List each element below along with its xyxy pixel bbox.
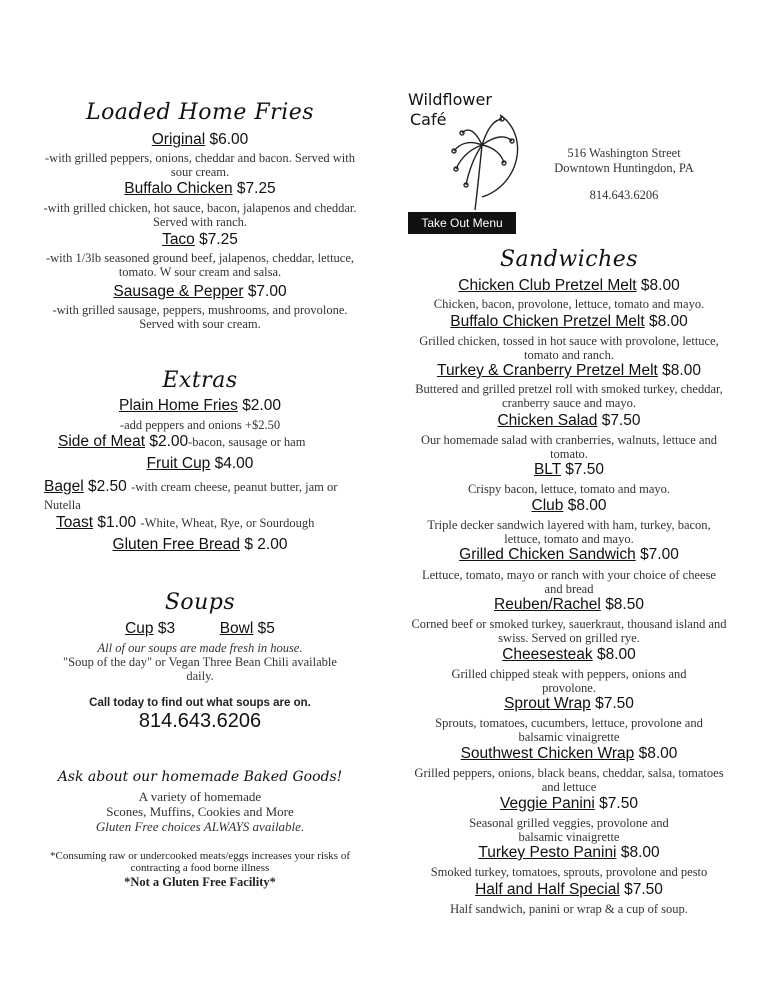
- menu-item: Fruit Cup $4.00: [146, 455, 254, 472]
- food-safety-notice: *Consuming raw or undercooked meats/eggs increases your risks of contracting a food borne illness: [50, 850, 350, 874]
- gluten-notice: *Not a Gluten Free Facility*: [124, 875, 276, 889]
- soups-title: Soups: [164, 590, 236, 615]
- menu-item: Turkey & Cranberry Pretzel Melt $8.00: [437, 362, 701, 379]
- sandwiches-title: Sandwiches: [499, 247, 639, 272]
- home-fries-title: Loaded Home Fries: [85, 100, 315, 125]
- baked-goods-line: Scones, Muffins, Cookies and More: [106, 804, 294, 819]
- baked-goods-line: A variety of homemade: [138, 789, 262, 804]
- menu-item: Sausage & Pepper $7.00: [113, 283, 287, 300]
- menu-item: Toast $1.00 -White, Wheat, Rye, or Sourdough: [56, 514, 315, 531]
- menu-item: Chicken Salad $7.50: [497, 412, 641, 429]
- menu-item: Sprout Wrap $7.50: [504, 695, 634, 712]
- menu-item: Gluten Free Bread $ 2.00: [112, 536, 288, 553]
- soups-call: Call today to find out what soups are on.: [89, 697, 311, 709]
- menu-item-desc: Grilled chicken, tossed in hot sauce with provolone, lettuce, tomato and ranch.: [419, 334, 719, 362]
- menu-item-desc: Triple decker sandwich layered with ham, turkey, bacon, lettuce, tomato and mayo.: [427, 518, 711, 546]
- menu-item-desc: -add peppers and onions +$2.50: [119, 418, 281, 432]
- menu-item: Chicken Club Pretzel Melt $8.00: [458, 277, 680, 294]
- extras-title: Extras: [162, 368, 238, 393]
- menu-item-desc: Half sandwich, panini or wrap & a cup of soup.: [450, 902, 688, 916]
- wildflower-logo-icon: [420, 105, 530, 215]
- menu-item: Turkey Pesto Panini $8.00: [478, 844, 660, 861]
- soups-phone: 814.643.6206: [138, 710, 262, 732]
- menu-item: Bagel $2.50 -with cream cheese, peanut butter, jam or Nutella: [44, 478, 338, 512]
- menu-item: Side of Meat $2.00-bacon, sausage or ham: [58, 433, 306, 450]
- address-line: Downtown Huntingdon, PA: [554, 161, 694, 175]
- take-out-menu-label: Take Out Menu: [408, 212, 516, 234]
- menu-item-desc: -with 1/3lb seasoned ground beef, jalapenos, cheddar, lettuce, tomato. W sour cream and salsa.: [45, 251, 355, 279]
- menu-item-desc: Buttered and grilled pretzel roll with smoked turkey, cheddar, cranberry sauce and mayo.: [415, 382, 723, 410]
- menu-item: Southwest Chicken Wrap $8.00: [460, 745, 678, 762]
- brand-name: Wildflower Café: [408, 90, 492, 129]
- menu-item: Veggie Panini $7.50: [500, 795, 638, 812]
- soups-note: All of our soups are made fresh in house.: [97, 641, 303, 655]
- menu-item-desc: Crispy bacon, lettuce, tomato and mayo.: [467, 482, 671, 496]
- menu-item-desc: Lettuce, tomato, mayo or ranch with your choice of cheese and bread: [422, 568, 716, 596]
- menu-item-desc: Our homemade salad with cranberries, walnuts, lettuce and tomato.: [420, 433, 718, 461]
- menu-item-desc: Corned beef or smoked turkey, sauerkraut, thousand island and swiss. Served on grilled rye.: [411, 617, 727, 645]
- menu-item: BLT $7.50: [533, 461, 605, 478]
- header-phone: 814.643.6206: [589, 188, 659, 202]
- menu-item: Original $6.00: [151, 131, 249, 148]
- menu-item-desc: Chicken, bacon, provolone, lettuce, tomato and mayo.: [433, 297, 705, 311]
- soups-note: "Soup of the day" or Vegan Three Bean Chili available daily.: [63, 655, 337, 683]
- menu-item-desc: Grilled chipped steak with peppers, onions and provolone.: [451, 667, 687, 695]
- menu-item-desc: -with grilled peppers, onions, cheddar and bacon. Served with sour cream.: [45, 151, 355, 179]
- baked-goods-title: Ask about our homemade Baked Goods!: [57, 769, 343, 785]
- menu-item: Grilled Chicken Sandwich $7.00: [459, 546, 679, 563]
- menu-item: Buffalo Chicken $7.25: [124, 180, 276, 197]
- menu-item-desc: -with grilled chicken, hot sauce, bacon, jalapenos and cheddar. Served with ranch.: [43, 201, 357, 229]
- menu-item: Reuben/Rachel $8.50: [494, 596, 644, 613]
- menu-item-desc: Smoked turkey, tomatoes, sprouts, provolone and pesto: [430, 865, 708, 879]
- menu-item-desc: Grilled peppers, onions, black beans, cheddar, salsa, tomatoes and lettuce: [414, 766, 724, 794]
- menu-item: Cheesesteak $8.00: [502, 646, 636, 663]
- menu-item: Taco $7.25: [162, 231, 238, 248]
- soup-sizes: Cup $3 Bowl $5: [125, 620, 275, 637]
- baked-goods-line: Gluten Free choices ALWAYS available.: [95, 819, 305, 834]
- address-line: 516 Washington Street: [567, 146, 681, 160]
- menu-item-desc: Seasonal grilled veggies, provolone and balsamic vinaigrette: [469, 816, 669, 844]
- menu-item: Buffalo Chicken Pretzel Melt $8.00: [450, 313, 688, 330]
- menu-item: Plain Home Fries $2.00: [119, 397, 281, 414]
- menu-item: Half and Half Special $7.50: [475, 881, 663, 898]
- menu-item: Club $8.00: [531, 497, 607, 514]
- menu-item-desc: Sprouts, tomatoes, cucumbers, lettuce, provolone and balsamic vinaigrette: [435, 716, 703, 744]
- menu-item-desc: -with grilled sausage, peppers, mushrooms, and provolone. Served with sour cream.: [52, 303, 348, 331]
